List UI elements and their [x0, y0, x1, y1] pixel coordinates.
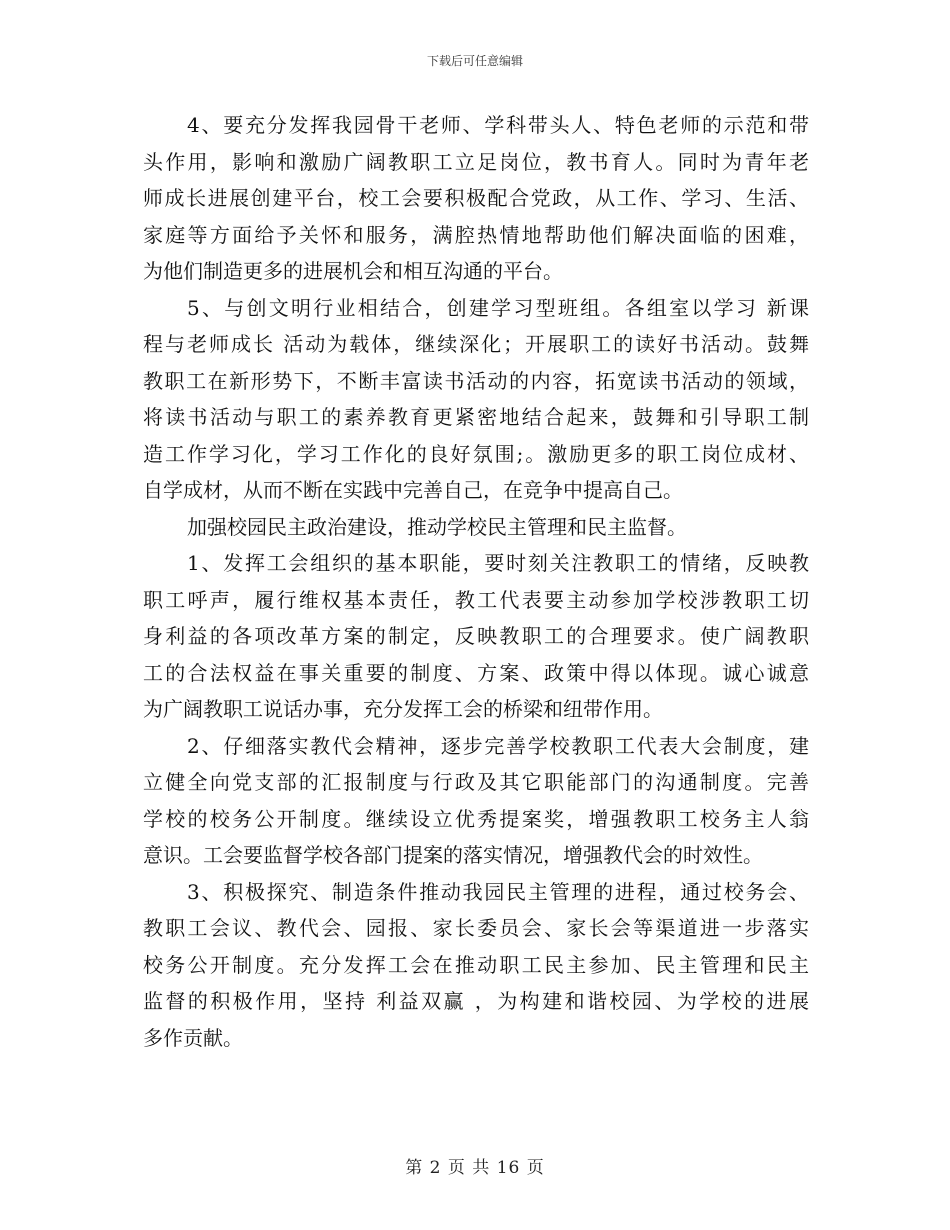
text-line: 3、积极探究、制造条件推动我园民主管理的进程，通过校务会、	[187, 879, 809, 904]
text-line: 造工作学习化，学习工作化的良好氛围;。激励更多的职工岗位成材、	[143, 441, 809, 466]
text-line: 职工呼声，履行维权基本责任，教工代表要主动参加学校涉教职工切	[143, 587, 809, 612]
paragraph-1-union-functions	[143, 545, 809, 728]
text-line: 监督的积极作用，坚持 利益双赢 ，为构建和谐校园、为学校的进展	[143, 989, 809, 1013]
text-line: 为他们制造更多的进展机会和相互沟通的平台。	[143, 259, 563, 283]
text-line: 加强校园民主政治建设，推动学校民主管理和民主监督。	[187, 514, 687, 539]
text-line: 将读书活动与职工的素养教育更紧密地结合起来，鼓舞和引导职工制	[143, 405, 809, 429]
text-line: 学校的校务公开制度。继续设立优秀提案奖，增强教职工校务主人翁	[143, 806, 809, 831]
text-line: 教职工在新形势下，不断丰富读书活动的内容，拓宽读书活动的领域，	[143, 368, 809, 393]
text-line: 自学成材，从而不断在实践中完善自己，在竞争中提高自己。	[143, 478, 683, 502]
paragraph-3-democratic-management	[143, 874, 809, 1057]
paragraph-5-learning-groups	[143, 290, 809, 509]
page-number-footer: 第 2 页 共 16 页	[405, 1158, 545, 1178]
text-line: 1、发挥工会组织的基本职能，要时刻关注教职工的情绪，反映教	[187, 551, 809, 575]
text-line: 师成长进展创建平台，校工会要积极配合党政，从工作、学习、生活、	[143, 186, 809, 210]
text-line: 2、仔细落实教代会精神，逐步完善学校教职工代表大会制度，建	[187, 733, 809, 758]
text-line: 立健全向党支部的汇报制度与行政及其它职能部门的沟通制度。完善	[143, 770, 809, 794]
text-line: 意识。工会要监督学校各部门提案的落实情况，增强教代会的时效性。	[143, 843, 763, 867]
text-line: 程与老师成长 活动为载体，继续深化；开展职工的读好书活动。鼓舞	[143, 332, 809, 356]
text-line: 4、要充分发挥我园骨干老师、学科带头人、特色老师的示范和带	[187, 113, 809, 137]
text-line: 5、与创文明行业相结合，创建学习型班组。各组室以学习 新课	[187, 295, 809, 320]
document-body	[143, 107, 809, 1056]
text-line: 为广阔教职工说话办事，充分发挥工会的桥梁和纽带作用。	[143, 697, 663, 721]
paragraph-4-mentor-teachers	[143, 107, 809, 290]
text-line: 家庭等方面给予关怀和服务，满腔热情地帮助他们解决面临的困难，	[143, 222, 809, 247]
text-line: 工的合法权益在事关重要的制度、方案、政策中得以体现。诚心诚意	[143, 660, 809, 685]
section-heading-democracy	[143, 509, 809, 546]
page-header: 下载后可任意编辑	[426, 54, 523, 68]
text-line: 校务公开制度。充分发挥工会在推动职工民主参加、民主管理和民主	[143, 952, 809, 977]
text-line: 头作用，影响和激励广阔教职工立足岗位，教书育人。同时为青年老	[143, 149, 809, 174]
text-line: 教职工会议、教代会、园报、家长委员会、家长会等渠道进一步落实	[143, 916, 809, 940]
paragraph-2-congress-spirit	[143, 728, 809, 874]
text-line: 身利益的各项改革方案的制定，反映教职工的合理要求。使广阔教职	[143, 624, 809, 648]
text-line: 多作贡献。	[143, 1025, 243, 1050]
